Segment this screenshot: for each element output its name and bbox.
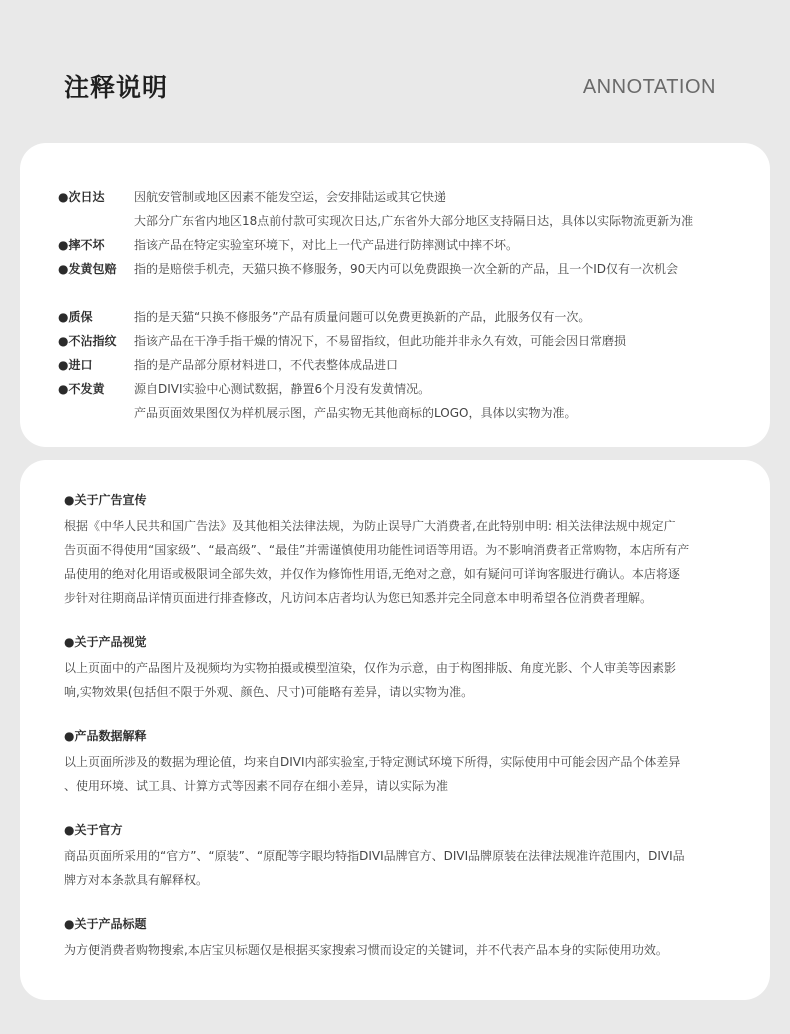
spacer bbox=[20, 281, 770, 305]
annotation-text: 因航安管制或地区因素不能发空运，会安排陆运或其它快递 bbox=[134, 190, 447, 204]
section-line: 为方便消费者购物搜索,本店宝贝标题仅是根据买家搜索习惯而设定的关键词，并不代表产品本身的实际使用功效。 bbox=[64, 943, 668, 957]
section-line: 品使用的绝对化用语或极限词全部失效，并仅作为修饰性用语,无绝对之意，如有疑问可详询客服进行确认。本店将逐 bbox=[64, 567, 680, 581]
annotation-row bbox=[20, 353, 770, 377]
annotation-text: 源自DIVI实验中心测试数据，静置6个月没有发黄情况。 bbox=[134, 382, 431, 396]
annotation-row bbox=[20, 305, 770, 329]
annotation-text: 指的是赔偿手机壳，天猫只换不修服务，90天内可以免费跟换一次全新的产品，且一个ID仅有一次机会 bbox=[134, 262, 679, 276]
section-line: 、使用环境、试工具、计算方式等因素不同存在细小差异，请以实际为准 bbox=[64, 779, 449, 793]
page-subtitle-en: ANNOTATION bbox=[582, 76, 716, 98]
annotation-row bbox=[20, 329, 770, 353]
section-body bbox=[64, 938, 730, 962]
page-title: 注释说明 bbox=[64, 73, 169, 102]
section-line: 步针对往期商品详情页面进行排查修改，凡访问本店者均认为您已知悉并完全同意本申明希望各位消费者理解。 bbox=[64, 591, 653, 605]
section-line: 商品页面所采用的“官方”、“原装”、“原配等字眼均特指DIVI品牌官方、DIVI品牌原装在法律法规准许范围内，DIVI品 bbox=[64, 849, 685, 863]
section-title: ●关于官方 bbox=[64, 823, 123, 837]
section-line: 牌方对本条款具有解释权。 bbox=[64, 873, 209, 887]
section-line: 以上页面所涉及的数据为理论值，均来自DIVI内部实验室,于特定测试环境下所得，实际使用中可能会因产品个体差异 bbox=[64, 755, 681, 769]
annotation-text: 指的是产品部分原材料进口，不代表整体成品进口 bbox=[134, 358, 399, 372]
page-header bbox=[0, 0, 790, 140]
section-title: ●关于广告宣传 bbox=[64, 493, 147, 507]
annotation-label: ●次日达 bbox=[58, 190, 105, 204]
annotation-card bbox=[20, 143, 770, 447]
section-title: ●关于产品标题 bbox=[64, 917, 147, 931]
annotation-row bbox=[20, 185, 770, 209]
disclaimer-section-data bbox=[64, 726, 730, 798]
disclaimer-section-title bbox=[64, 914, 730, 962]
disclaimer-section-official bbox=[64, 820, 730, 892]
section-body bbox=[64, 514, 730, 610]
section-title: ●产品数据解释 bbox=[64, 729, 147, 743]
section-line: 以上页面中的产品图片及视频均为实物拍摄或模型渲染，仅作为示意，由于构图排版、角度光影、个人审美等因素影 bbox=[64, 661, 677, 675]
annotation-row bbox=[20, 377, 770, 401]
disclaimer-section-advertising bbox=[64, 490, 730, 610]
disclaimer-section-visual bbox=[64, 632, 730, 704]
annotation-text: 产品页面效果图仅为样机展示图，产品实物无其他商标的LOGO，具体以实物为准。 bbox=[134, 406, 577, 420]
annotation-label: ●发黄包赔 bbox=[58, 262, 117, 276]
annotation-row bbox=[20, 233, 770, 257]
annotation-label: ●不沾指纹 bbox=[58, 334, 117, 348]
section-line: 告页面不得使用“国家级”、“最高级”、“最佳”并需谨慎使用功能性词语等用语。为不影响消费者正常购物，本店所有产 bbox=[64, 543, 690, 557]
annotation-text: 大部分广东省内地区18点前付款可实现次日达,广东省外大部分地区支持隔日达，具体以实际物流更新为准 bbox=[134, 214, 694, 228]
annotation-label: ●不发黄 bbox=[58, 382, 105, 396]
annotation-label: ●质保 bbox=[58, 310, 93, 324]
section-body bbox=[64, 844, 730, 892]
annotation-row bbox=[20, 401, 770, 425]
section-body bbox=[64, 656, 730, 704]
annotation-row bbox=[20, 209, 770, 233]
annotation-text: 指该产品在特定实验室环境下，对比上一代产品进行防摔测试中摔不坏。 bbox=[134, 238, 519, 252]
annotation-text: 指该产品在干净手指干燥的情况下，不易留指纹，但此功能并非永久有效，可能会因日常磨损 bbox=[134, 334, 627, 348]
section-title: ●关于产品视觉 bbox=[64, 635, 147, 649]
section-line: 根据《中华人民共和国广告法》及其他相关法律法规，为防止误导广大消费者,在此特别申明: 相关法律法规中规定广 bbox=[64, 519, 676, 533]
annotation-label: ●进口 bbox=[58, 358, 93, 372]
annotation-row bbox=[20, 257, 770, 281]
disclaimer-card bbox=[20, 460, 770, 1000]
annotation-label: ●摔不坏 bbox=[58, 238, 105, 252]
section-line: 响,实物效果(包括但不限于外观、颜色、尺寸)可能略有差异，请以实物为准。 bbox=[64, 685, 474, 699]
section-body bbox=[64, 750, 730, 798]
annotation-text: 指的是天猫“只换不修服务”产品有质量问题可以免费更换新的产品，此服务仅有一次。 bbox=[134, 310, 591, 324]
